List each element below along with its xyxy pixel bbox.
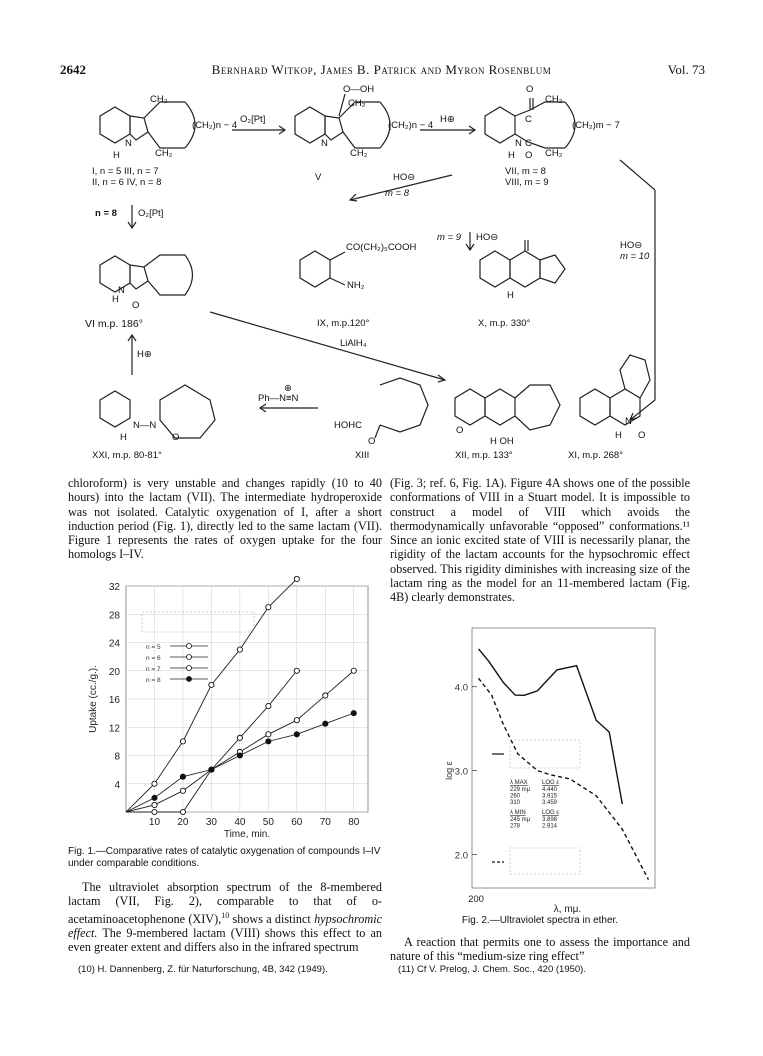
atom-label: O (525, 150, 533, 161)
m-eq-9-label: m = 9 (437, 232, 462, 243)
legend-label: n = 7 (146, 666, 161, 673)
data-point (237, 735, 242, 740)
data-point (294, 732, 299, 737)
reagent-hplus: H⊕ (440, 114, 455, 125)
structure-inset (510, 740, 580, 768)
atom-label: H (615, 430, 622, 441)
table-head: λ MAX (510, 780, 528, 786)
data-point (294, 668, 299, 673)
table-head: LOG ε (542, 810, 560, 816)
y-tick-label: 28 (108, 610, 120, 622)
series-line (479, 678, 649, 879)
x-tick-label: 40 (234, 817, 246, 828)
x-axis-label: Time, min. (223, 829, 271, 838)
legend-label: n = 6 (146, 655, 161, 662)
atom-label: N (118, 285, 125, 296)
data-point (323, 693, 328, 698)
table-cell: 310 (510, 800, 521, 806)
legend-label: n = 8 (146, 677, 161, 684)
legend-marker (187, 655, 192, 660)
x-tick-label: 50 (262, 817, 274, 828)
data-point (294, 718, 299, 723)
x-tick-label: 60 (291, 817, 303, 828)
X-label: X, m.p. 330° (478, 318, 531, 329)
data-point (237, 647, 242, 652)
IX-amine: NH₂ (347, 280, 365, 291)
table-cell: 245 mμ (510, 817, 531, 823)
table-cell: 278 (510, 823, 521, 830)
y-tick-label: 4.0 (454, 682, 468, 694)
y-tick-label: 8 (114, 751, 120, 763)
reagent-hydroxide-2: HO⊖ (476, 232, 499, 243)
reagent-hydroxide: HO⊖ (393, 172, 416, 183)
legend-marker (187, 644, 192, 649)
atom-label: O (368, 436, 376, 447)
data-point (351, 711, 356, 716)
y-axis-label: log ε (444, 761, 454, 780)
x-tick-label: 10 (148, 817, 161, 828)
data-point (152, 781, 157, 786)
legend-label: n = 5 (146, 644, 161, 651)
data-point (266, 703, 271, 708)
running-title: Bernhard Witkop, James B. Patrick and Myron Rosenblum (211, 62, 552, 77)
table-cell: 229 mμ (510, 787, 531, 793)
reaction-scheme (0, 80, 763, 470)
figure-1 (68, 576, 382, 838)
scheme-drawing (0, 80, 763, 470)
IX-label: IX, m.p.120° (317, 318, 370, 329)
left-column-text-2 (68, 880, 382, 955)
ref-number: 10 (221, 910, 230, 920)
table-cell: 4.440 (542, 787, 558, 793)
XII-h-oh: H OH (490, 436, 514, 447)
reagent-label: m = 10 (620, 251, 650, 262)
y-axis-label: Uptake (cc./g.). (88, 665, 99, 733)
atom-label: C (525, 138, 532, 149)
y-tick-label: 20 (108, 666, 120, 678)
text-run: shows a distinct (229, 911, 315, 926)
y-tick-label: 4 (114, 779, 120, 791)
right-column-text (390, 476, 690, 605)
atom-label: H (112, 294, 119, 305)
atom-label: N (625, 416, 632, 427)
compound-V-label: V (315, 172, 322, 183)
page-number: 2642 (60, 62, 86, 77)
XII-label: XII, m.p. 133° (455, 450, 513, 461)
data-point (180, 774, 185, 779)
structure-inset (142, 612, 254, 632)
text-run: The 9-membered lactam (VIII) shows this effect to an even greater extent and differs also in the infrared spectrum (68, 925, 382, 955)
atom-label: CH₂ (348, 98, 366, 109)
VI-label: VI m.p. 186° (85, 318, 143, 330)
data-point (180, 788, 185, 793)
n-eq-8-label: n = 8 (95, 208, 117, 219)
text-run: The ultraviolet absorption spectrum of the 8-membered lactam (VII, Fig. 2), comparable to that of o-acetaminoacetophenone (XIV), (68, 880, 382, 926)
text-emphasis: hypsochromic effect. (68, 911, 382, 940)
atom-label: O (172, 432, 180, 443)
atom-label: O (638, 430, 646, 441)
atom-label: CH₂ (545, 94, 563, 105)
data-point (266, 739, 271, 744)
data-point (323, 721, 328, 726)
data-point (209, 682, 214, 687)
atom-label: (CH₂)n − 4 (388, 120, 434, 131)
x-tick-label: 30 (205, 817, 217, 828)
data-point (266, 605, 271, 610)
XIII-hohc: HOHC (334, 420, 362, 431)
table-cell: 3.915 (542, 793, 558, 800)
footnote-10: (10) H. Dannenberg, Z. für Naturforschung, 4B, 342 (1949). (78, 964, 328, 975)
reagent-hydroxide-3 (620, 240, 649, 262)
atom-label: CH₂ (545, 148, 563, 159)
paragraph: chloroform) is very unstable and changes rapidly (10 to 40 hours) into the lactam (VII). The intermediate hydroperoxide was not isolated. Catalytic oxygenation of I, after a short induction period (Fig. 1), directly led to the same lactam (VII). Figure 1 represents the rates of oxygen uptake for the four homologs I–IV. (68, 476, 382, 562)
table-cell: 2.914 (542, 823, 558, 830)
data-point (351, 668, 356, 673)
y-tick-label: 12 (108, 723, 120, 735)
y-tick-label: 2.0 (454, 850, 468, 862)
data-point (237, 753, 242, 758)
atom-label: N—N (133, 420, 157, 431)
data-point (294, 576, 299, 581)
atom-label: O (132, 300, 140, 311)
reagent-label: HO⊖ (620, 240, 643, 251)
diazonium-charge: ⊕ (284, 383, 292, 394)
XIII-label: XIII (355, 450, 370, 461)
reagent-lialh4: LiAlH₄ (340, 338, 367, 349)
atom-label: N (515, 138, 522, 149)
atom-label: C (525, 114, 532, 125)
plot-frame (472, 628, 655, 888)
compound-label: II, n = 6 IV, n = 8 (92, 177, 162, 188)
reagent-o2pt: O₂[Pt] (240, 114, 266, 125)
data-point (152, 809, 157, 814)
carbonyl-o-label: O (526, 84, 534, 95)
m-eq-8-label: m = 8 (385, 188, 410, 199)
data-point (152, 795, 157, 800)
atom-label: H (113, 150, 120, 161)
atom-label: N (125, 138, 132, 149)
data-point (266, 732, 271, 737)
legend-marker (187, 677, 192, 682)
XXI-label: XXI, m.p. 80-81° (92, 450, 162, 461)
legend-marker (187, 666, 192, 671)
x-tick-label: 70 (319, 817, 331, 828)
atom-label: O (456, 425, 464, 436)
atom-label: (CH₂)m − 7 (572, 120, 620, 131)
compound-label: I, n = 5 III, n = 7 (92, 166, 159, 177)
structure-inset (510, 848, 580, 874)
compound-label: VIII, m = 9 (505, 177, 549, 188)
x-tick-label: 20 (177, 817, 189, 828)
volume-label: Vol. 73 (667, 62, 705, 77)
IX-formula: CO(CH₂)₅COOH (346, 242, 417, 253)
figure-2 (440, 618, 660, 914)
compound-label: VII, m = 8 (505, 166, 546, 177)
data-point (209, 767, 214, 772)
table-head: LOG ε (542, 780, 560, 786)
paragraph: (Fig. 3; ref. 6, Fig. 1A). Figure 4A shows one of the possible conformations of VIII in a Stuart model. It is impossible to construct a model of VIII which avoids the thermodynamically unfavorable “opposed” conformations.¹¹ Since an ionic excited state of VIII is necessarily planar, the rigidity of the lactam accounts for the hypsochromic effect observed. This rigidity diminishes with increasing size of the lactam ring as the model for an 11-membered lactam (Fig. 4B) clearly demonstrates. (390, 476, 690, 605)
figure-2-chart (440, 618, 660, 914)
data-point (180, 809, 185, 814)
atom-label: CH₂ (155, 148, 173, 159)
diazonium-reagent: Ph—N≡N (258, 393, 299, 404)
table-cell: 260 (510, 793, 521, 800)
footnote-11: (11) Cf V. Prelog, J. Chem. Soc., 420 (1950). (398, 964, 586, 975)
reagent-hplus-2: H⊕ (137, 349, 152, 360)
y-tick-label: 24 (108, 638, 120, 650)
reagent-o2pt-2: O₂[Pt] (138, 208, 164, 219)
x-tick-label: 200 (468, 894, 484, 905)
atom-label: N (321, 138, 328, 149)
table-cell: 3.459 (542, 800, 558, 806)
figure-1-caption: Fig. 1.—Comparative rates of catalytic oxygenation of compounds I–IV under comparable conditions. (68, 846, 381, 869)
y-tick-label: 16 (108, 695, 120, 706)
data-point (180, 739, 185, 744)
y-tick-label: 32 (108, 582, 120, 593)
x-axis-label: λ, mμ. (553, 904, 582, 914)
atom-label: CH₂ (350, 148, 368, 159)
figure-2-caption: Fig. 2.—Ultraviolet spectra in ether. (461, 915, 619, 926)
paragraph: A reaction that permits one to assess the importance and nature of this “medium-size ring effect” (390, 935, 690, 964)
table-cell: 3.898 (542, 817, 558, 823)
atom-label: H (508, 150, 515, 161)
data-point (152, 802, 157, 807)
atom-label: H (507, 290, 514, 301)
compounds-VII-VIII-label (505, 166, 549, 188)
hydroperoxide-label: O—OH (343, 84, 375, 95)
XI-label: XI, m.p. 268° (568, 450, 624, 461)
table-head: λ MIN (510, 810, 526, 816)
right-column-text-2 (390, 935, 690, 964)
left-column-text (68, 476, 382, 562)
y-tick-label: 3.0 (454, 766, 468, 778)
x-tick-label: 80 (348, 817, 360, 828)
compounds-I-IV-label (92, 166, 161, 188)
atom-label: CH₂ (150, 94, 168, 105)
atom-label: H (120, 432, 127, 443)
atom-label: (CH₂)n − 4 (192, 120, 238, 131)
figure-1-chart (68, 576, 382, 838)
paragraph (68, 880, 382, 955)
